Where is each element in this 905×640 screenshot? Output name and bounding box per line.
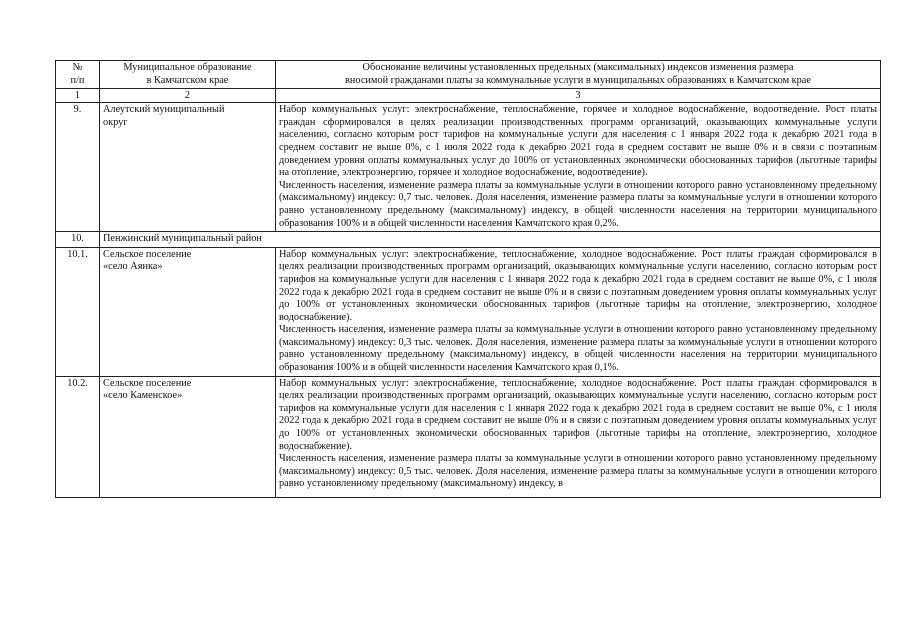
municipality-name xyxy=(100,103,276,232)
municipality-line: Сельское поселение xyxy=(103,248,192,260)
column-index-cell: 1 xyxy=(56,89,100,103)
header-muni-cell xyxy=(100,61,276,89)
row-number: 9. xyxy=(56,103,100,232)
justification-clip xyxy=(279,378,877,496)
municipality-line: Алеутский муниципальный xyxy=(103,104,225,116)
header-justification-cell xyxy=(276,61,881,89)
column-index-row xyxy=(56,89,881,103)
header-num-line: № xyxy=(72,62,83,73)
table-row xyxy=(56,103,881,232)
header-justification-line: вносимой гражданами платы за коммунальные услуги в муниципальных образованиях в Камчатском крае xyxy=(345,74,811,86)
justification-paragraph: Численность населения, изменение размера платы за коммунальные услуги в отношении которого равно установленному предельному (максимальному) индексу: 0,3 тыс. человек. Доля населения, изменение размера платы за коммунальные услуги в отношении которого равно установленному предельному (максимальному) индексу, в общей численности населения на территории муниципального образования 100% и в общей численности населения Камчатского края 0,1%. xyxy=(279,324,877,374)
municipality-line: округ xyxy=(103,116,128,128)
justification-paragraph: Набор коммунальных услуг: электроснабжение, теплоснабжение, холодное водоснабжение. Рост платы граждан сформировался в целях реализации производственных программ организаций, оказывающих коммунальные услуги населению, согласно которым рост тарифов на коммунальные услуги для населения с 1 января 2022 года к декабрю 2021 года в среднем составит не выше 0%, с 1 июля 2022 года к декабрю 2021 года в среднем составит не выше 0% и в связи с поэтапным доведением уровня оплаты коммунальных услуг до 100% от установленных экономически обоснованных тарифов (льготные тарифы на отопление, электроэнергию, холодное водоснабжение). xyxy=(279,377,877,452)
tariff-justification-table xyxy=(55,60,881,498)
row-number: 10. xyxy=(56,232,100,248)
header-muni-line: в Камчатском крае xyxy=(146,74,229,86)
justification-text xyxy=(276,103,881,232)
municipality-name xyxy=(100,247,276,376)
justification-paragraph: Численность населения, изменение размера платы за коммунальные услуги в отношении которого равно установленному предельному (максимальному) индексу: 0,7 тыс. человек. Доля населения, изменение размера платы за коммунальные услуги в отношении которого равно установленному предельному (максимальному) индексу, в общей численности населения на территории муниципального образования 100% и в общей численности населения Камчатского края 0,2%. xyxy=(279,179,877,229)
table-row xyxy=(56,376,881,497)
row-number: 10.2. xyxy=(56,376,100,497)
justification-text xyxy=(276,376,881,497)
column-index-cell: 3 xyxy=(276,89,881,103)
header-justification-line: Обоснование величины установленных предельных (максимальных) индексов изменения размера xyxy=(362,62,794,73)
section-title: Пенжинский муниципальный район xyxy=(100,232,881,248)
justification-paragraph: Набор коммунальных услуг: электроснабжение, теплоснабжение, горячее и холодное водоснабжение, водоотведение. Рост платы граждан сформировался в целях реализации производственных программ организаций, оказывающих коммунальные услуги населению, согласно которым рост тарифов на коммунальные услуги для населения с 1 января 2022 года к декабрю 2021 года в среднем составит не выше 0%, с 1 июля 2022 года к декабрю 2021 года в среднем составит не выше 0% и в связи с поэтапным доведением уровня оплаты коммунальных услуг до 100% от установленных экономически обоснованных тарифов (льготные тарифы на отопление, электроэнергию, горячее и холодное водоснабжение, водоотведение). xyxy=(279,104,877,179)
row-number: 10.1. xyxy=(56,247,100,376)
municipality-line: Сельское поселение xyxy=(103,377,192,389)
header-num-cell xyxy=(56,61,100,89)
header-num-line: п/п xyxy=(70,74,85,86)
table-row xyxy=(56,247,881,376)
municipality-line: «село Каменское» xyxy=(103,390,183,402)
municipality-name xyxy=(100,376,276,497)
section-row xyxy=(56,232,881,248)
justification-paragraph: Набор коммунальных услуг: электроснабжение, теплоснабжение, холодное водоснабжение. Рост платы граждан сформировался в целях реализации производственных программ организаций, оказывающих коммунальные услуги населению, согласно которым рост тарифов на коммунальные услуги для населения с 1 января 2022 года к декабрю 2021 года в среднем составит не выше 0%, с 1 июля 2022 года к декабрю 2021 года в среднем составит не выше 0% и в связи с поэтапным доведением уровня оплаты коммунальных услуг до 100% от установленных экономически обоснованных тарифов (льготные тарифы на отопление, электроэнергию, холодное водоснабжение). xyxy=(279,248,877,323)
table-header-row xyxy=(56,61,881,89)
header-muni-line: Муниципальное образование xyxy=(123,62,252,73)
justification-paragraph: Численность населения, изменение размера платы за коммунальные услуги в отношении которого равно установленному предельному (максимальному) индексу: 0,5 тыс. человек. Доля населения, изменение размера платы за коммунальные услуги в отношении которого равно установленному предельному (максимальному) индексу, в xyxy=(279,453,877,490)
municipality-line: «село Аянка» xyxy=(103,261,163,273)
column-index-cell: 2 xyxy=(100,89,276,103)
justification-text xyxy=(276,247,881,376)
